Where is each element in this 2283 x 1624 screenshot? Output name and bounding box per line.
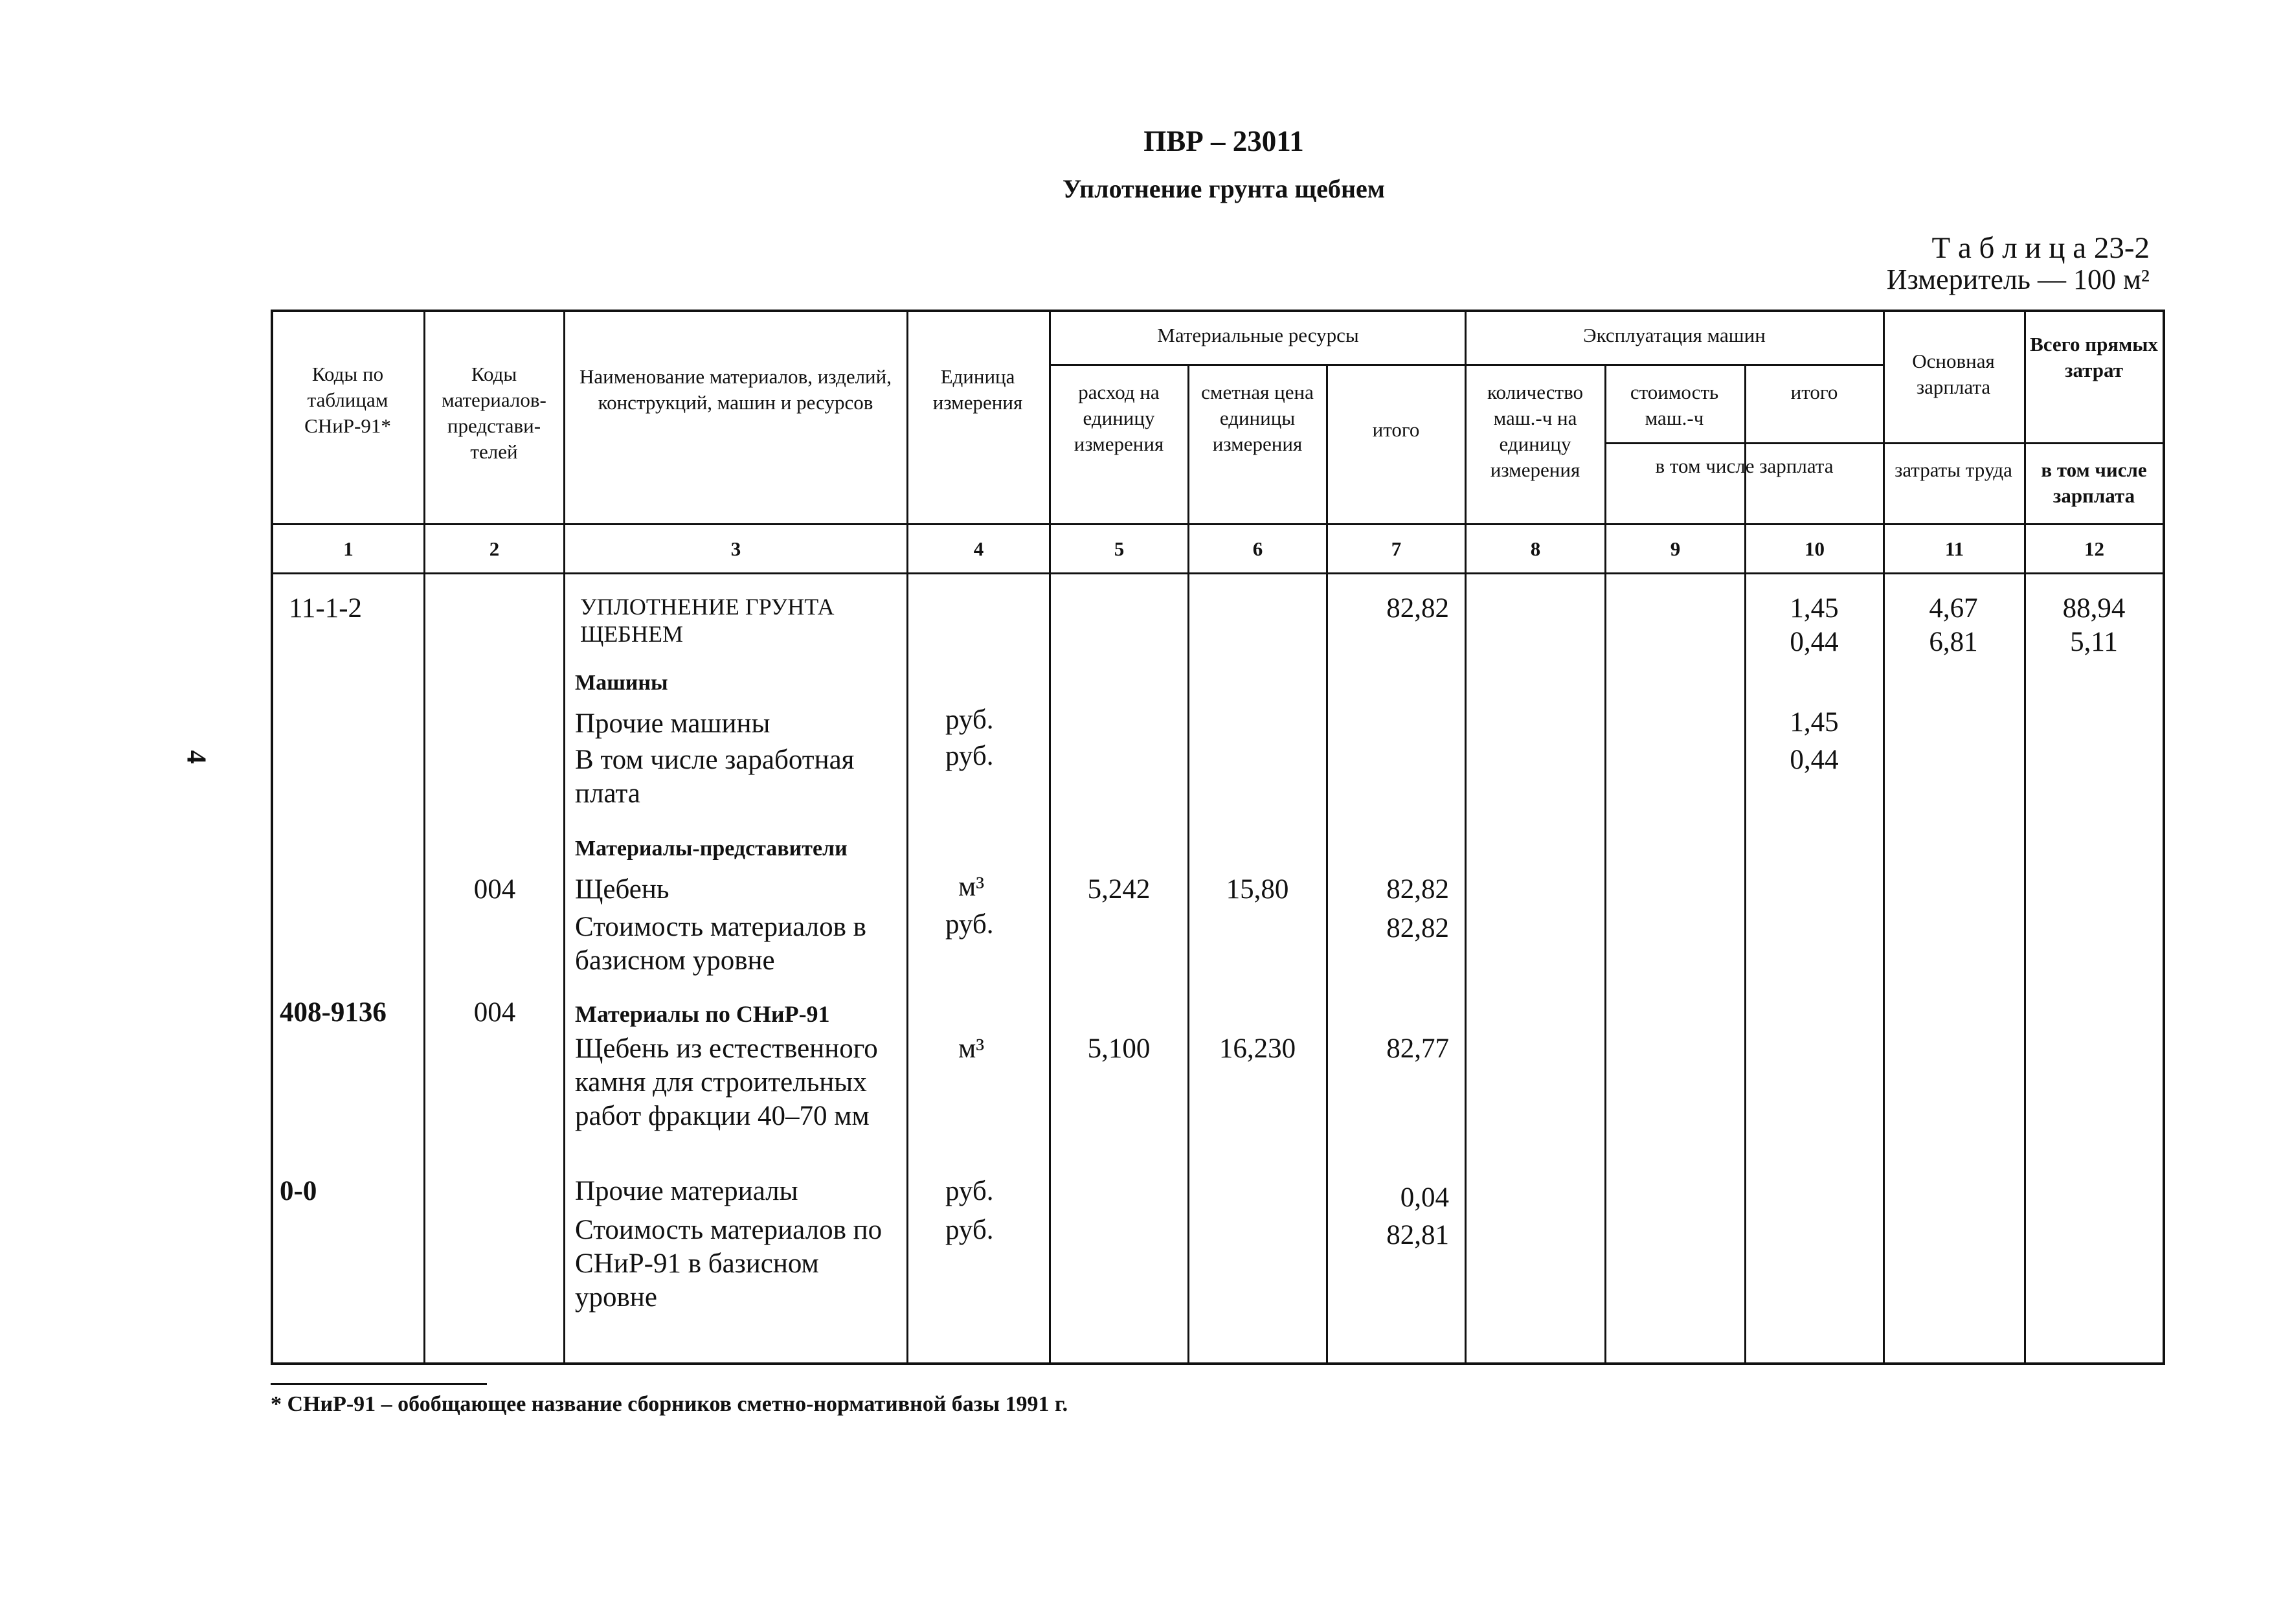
header-codes-snir: Коды по таблицам СНиР-91*	[304, 363, 391, 437]
header-consumption: расход на единицу измерения	[1074, 381, 1164, 455]
row-natural-gravel-name: Щебень из естественного камня для строительных работ фракции 40–70 мм	[575, 1033, 878, 1131]
row-other-materials-code: 0-0	[280, 1176, 317, 1206]
row-snir-code2: 004	[473, 997, 516, 1028]
row-item-total-direct: 88,94	[2062, 593, 2126, 624]
row-gravel-price: 15,80	[1226, 874, 1289, 905]
col-number-6: 6	[1252, 537, 1263, 560]
table-bottom-border	[271, 1362, 2165, 1365]
row-other-machines-unit: руб.	[945, 705, 994, 735]
col-border-1	[423, 310, 425, 1365]
row-item-machine-wage: 0,44	[1790, 627, 1839, 657]
table-label: Т а б л и ц а 23-2	[1931, 231, 2150, 265]
row-other-materials-name: Прочие материалы	[575, 1176, 798, 1206]
col-number-12: 12	[2084, 537, 2104, 560]
row-natural-gravel-rate: 5,100	[1087, 1033, 1151, 1064]
header-material-total: итого	[1372, 418, 1420, 441]
col-border-9b	[1744, 364, 1746, 442]
measure-label: Измеритель — 100 м²	[1886, 264, 2150, 295]
header-machine-wage: в том числе зарплата	[1655, 455, 1834, 477]
col-number-5: 5	[1114, 537, 1125, 560]
row-item-name: УПЛОТНЕНИЕ ГРУНТА ЩЕБНЕМ	[580, 594, 835, 647]
row-item-code: 11-1-2	[289, 593, 363, 624]
header-total-direct-costs: Всего прямых затрат	[2030, 333, 2158, 381]
col-border-2	[563, 310, 565, 1365]
row-other-materials-unit: руб.	[945, 1176, 994, 1206]
header-total-wage: в том числе зарплата	[2041, 458, 2147, 507]
subheader-rule-machines	[1604, 442, 1883, 444]
row-gravel-name: Щебень	[575, 874, 669, 905]
col-number-3: 3	[730, 537, 741, 560]
row-machine-wage-total: 0,44	[1790, 745, 1839, 775]
table-top-border	[271, 310, 2165, 312]
section-machines: Машины	[575, 671, 668, 695]
row-other-machines-total: 1,45	[1790, 707, 1839, 738]
row-machine-wage-name: В том числе заработная плата	[575, 745, 855, 809]
doc-title: Уплотнение грунта щебнем	[1063, 174, 1385, 203]
footnote-rule	[271, 1383, 487, 1385]
row-item-labor-costs: 6,81	[1929, 627, 1978, 657]
col-number-9: 9	[1670, 537, 1681, 560]
row-item-total-wage: 5,11	[2070, 627, 2118, 657]
row-natural-gravel-unit: м³	[958, 1033, 985, 1064]
header-bottom-rule	[271, 523, 2165, 525]
resource-table	[271, 310, 2165, 1365]
col-border-8	[1604, 364, 1606, 1365]
row-snir-code: 408-9136	[280, 997, 387, 1028]
section-snir-materials: Материалы по СНиР-91	[575, 1001, 830, 1027]
header-machine-operation: Эксплуатация машин	[1583, 324, 1766, 346]
header-unit-price: сметная цена единицы измерения	[1201, 381, 1314, 455]
col-border-10	[1883, 310, 1885, 1365]
col-border-6	[1326, 364, 1328, 1365]
section-representative-materials: Материалы-представители	[575, 837, 848, 861]
header-machine-hour-cost: стоимость маш.-ч	[1630, 381, 1719, 429]
row-gravel-total: 82,82	[1386, 874, 1449, 905]
row-natural-gravel-total: 82,77	[1386, 1033, 1449, 1064]
row-snir-material-cost-total: 82,81	[1386, 1220, 1449, 1250]
col-border-9	[1744, 364, 1746, 1365]
col-number-11: 11	[1944, 537, 1964, 560]
header-labor-costs: затраты труда	[1895, 458, 2012, 481]
col-number-10: 10	[1805, 537, 1825, 560]
footnote-text: * СНиР-91 – обобщающее название сборников сметно-нормативной базы 1991 г.	[271, 1392, 1068, 1416]
page-number: 4	[181, 750, 211, 764]
header-base-wage: Основная зарплата	[1912, 350, 1995, 398]
col-border-11	[2024, 310, 2026, 1365]
header-machine-hours: количество маш.-ч на единицу измерения	[1487, 381, 1583, 481]
column-number-rule	[271, 572, 2165, 574]
doc-code: ПВР – 23011	[1143, 125, 1304, 157]
row-item-base-wage: 4,67	[1929, 593, 1978, 624]
col-border-4	[1049, 310, 1051, 1365]
col-border-7	[1465, 310, 1467, 1365]
col-number-8: 8	[1530, 537, 1541, 560]
row-gravel-rate: 5,242	[1087, 874, 1151, 905]
col-number-7: 7	[1391, 537, 1402, 560]
row-machine-wage-unit: руб.	[945, 741, 994, 771]
row-material-cost-total: 82,82	[1386, 913, 1449, 943]
header-name: Наименование материалов, изделий, конструкций, машин и ресурсов	[579, 365, 892, 414]
row-material-cost-name: Стоимость материалов в базисном уровне	[575, 912, 866, 976]
row-natural-gravel-price: 16,230	[1219, 1033, 1296, 1064]
col-border-3	[906, 310, 908, 1365]
row-gravel-code2: 004	[473, 874, 516, 905]
row-snir-material-cost-name: Стоимость материалов по СНиР-91 в базисном уровне	[575, 1215, 883, 1313]
header-unit: Единица измерения	[932, 365, 1023, 414]
row-item-machine-total: 1,45	[1790, 593, 1839, 624]
col-border-0	[271, 310, 273, 1365]
col-number-2: 2	[489, 537, 500, 560]
row-item-material-total: 82,82	[1386, 593, 1449, 624]
row-snir-material-cost-unit: руб.	[945, 1215, 994, 1245]
row-material-cost-unit: руб.	[945, 909, 994, 940]
header-codes-representatives: Коды материалов-представи-телей	[442, 363, 546, 463]
col-number-1: 1	[343, 537, 354, 560]
header-material-resources: Материальные ресурсы	[1157, 324, 1359, 346]
col-border-12	[2163, 310, 2165, 1365]
header-machine-total: итого	[1790, 381, 1838, 403]
row-other-materials-total: 0,04	[1400, 1182, 1449, 1213]
col-border-5	[1187, 364, 1189, 1365]
col-number-4: 4	[973, 537, 984, 560]
row-gravel-unit: м³	[958, 872, 985, 902]
row-other-machines-name: Прочие машины	[575, 708, 770, 739]
